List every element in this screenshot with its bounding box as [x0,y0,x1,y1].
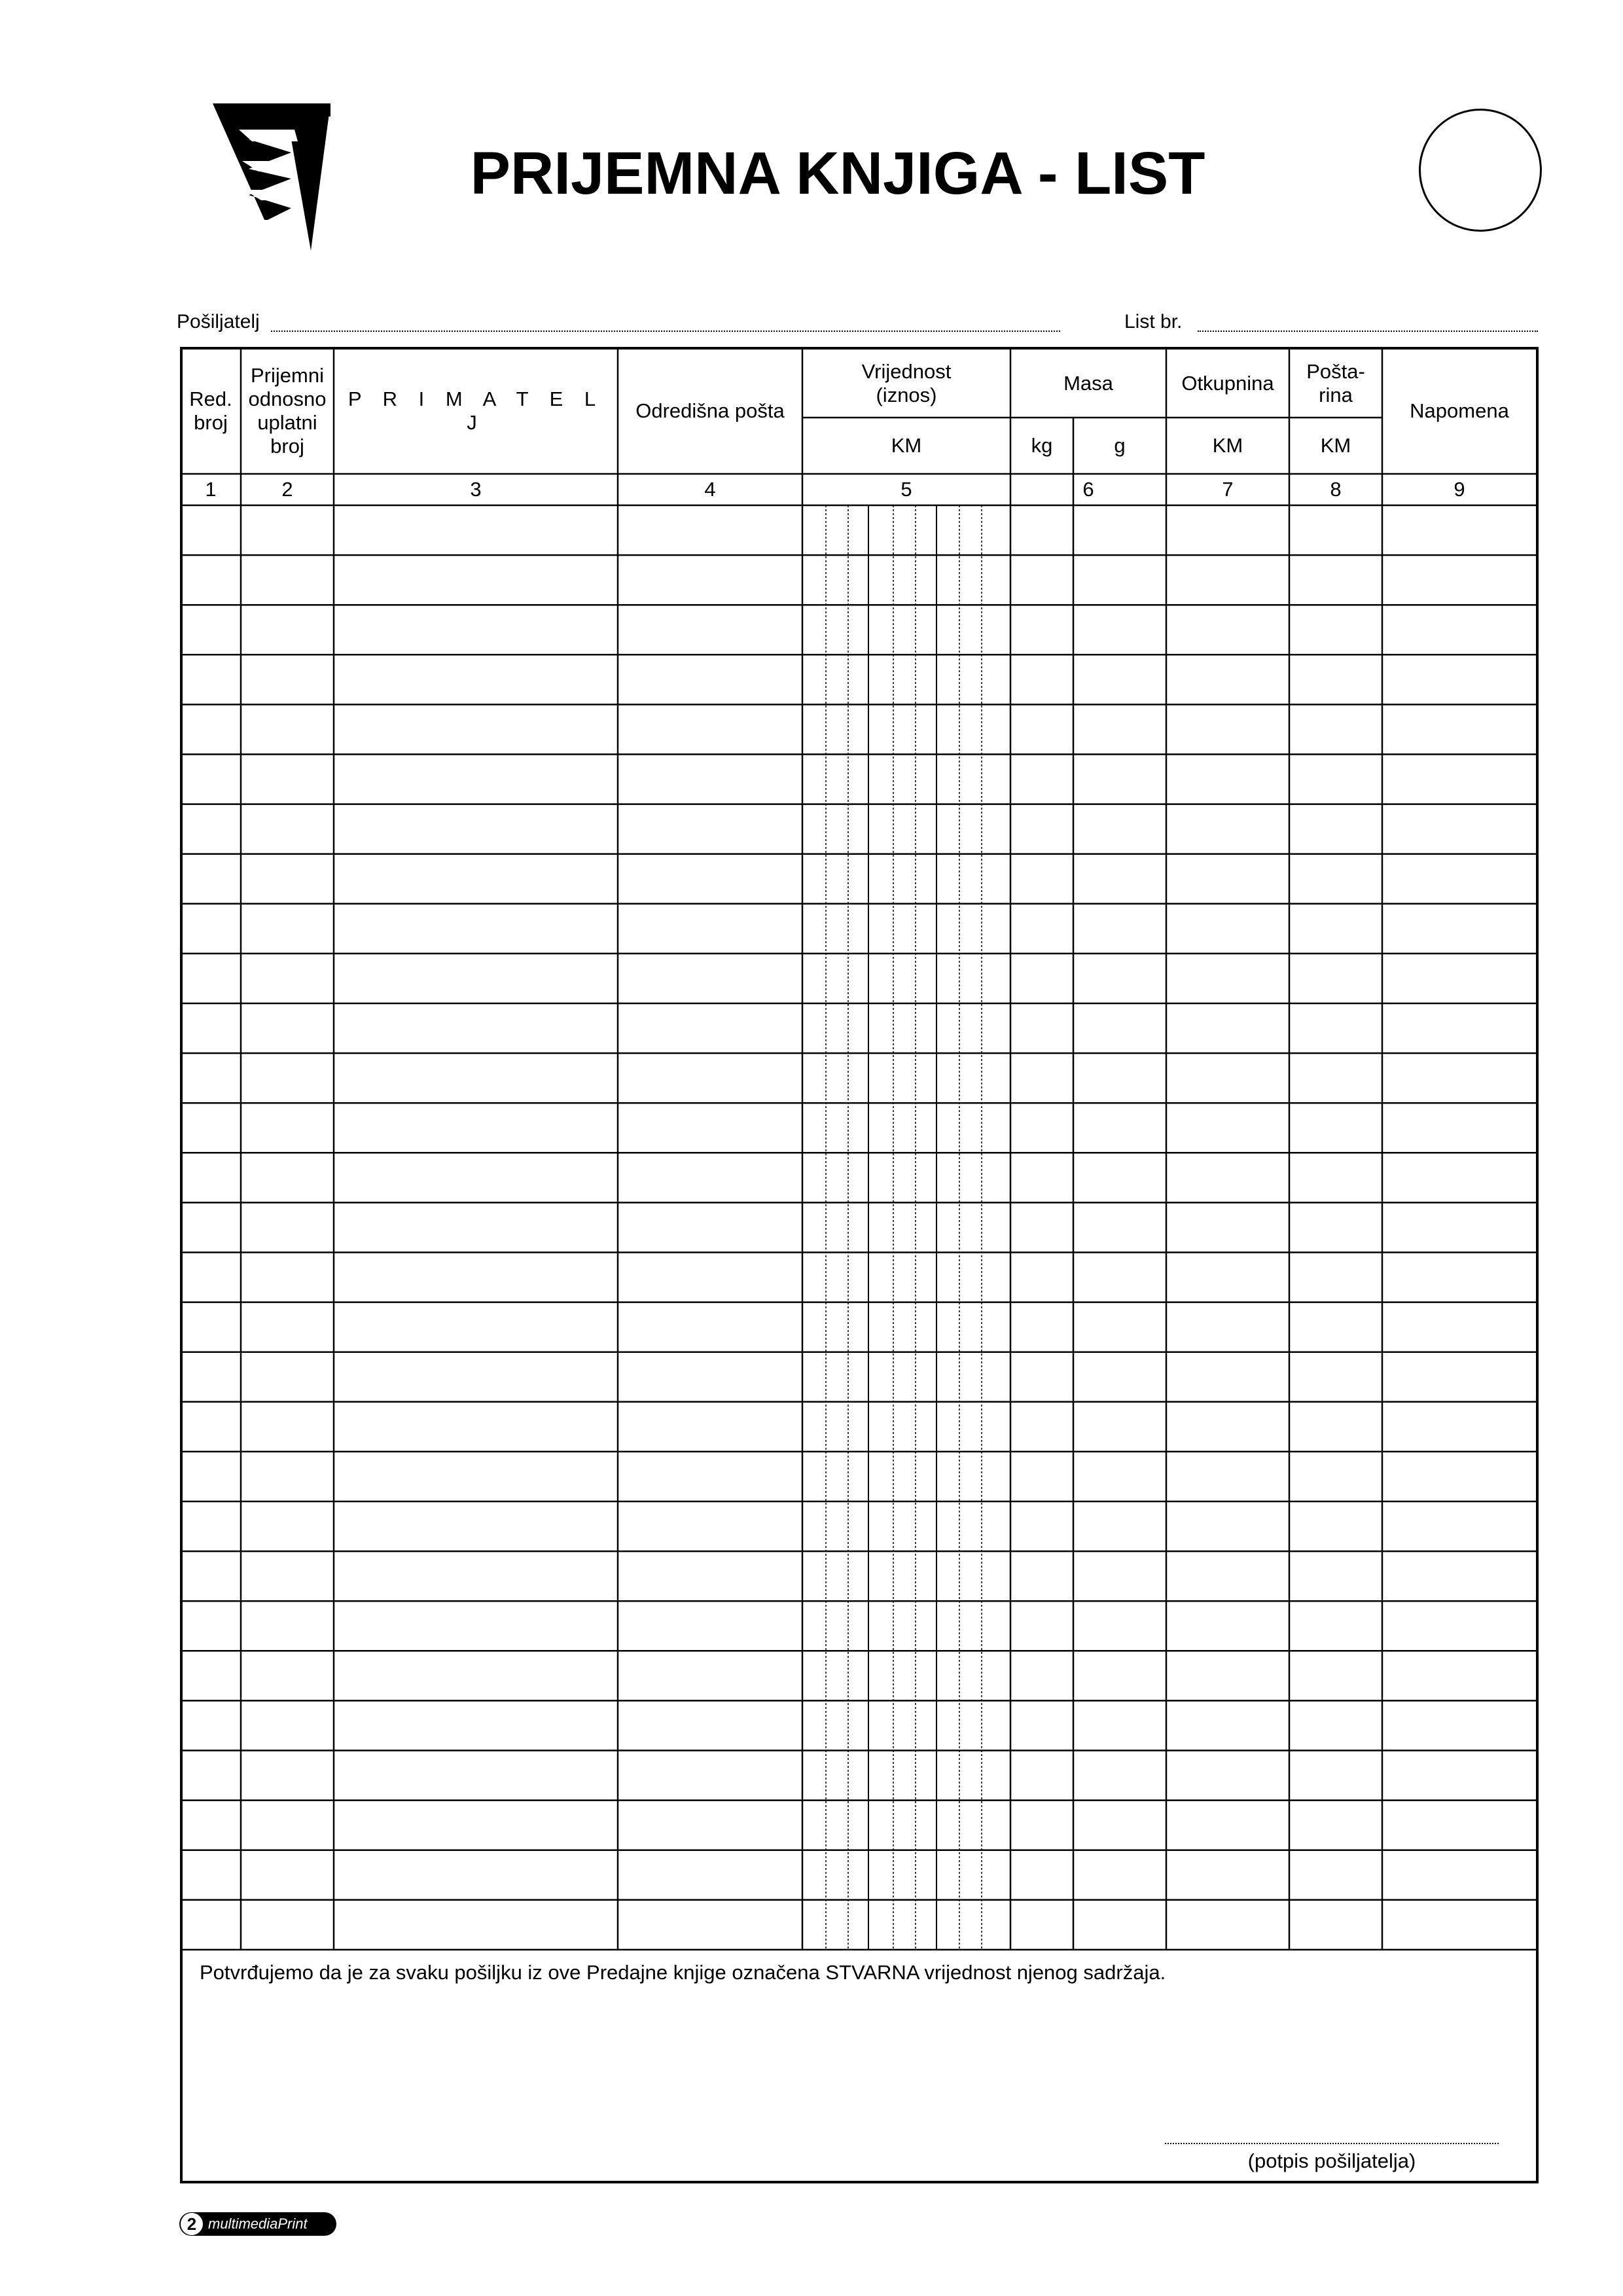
column-number: 7 [1222,478,1234,501]
header-value-unit: KM [891,434,922,457]
column-number: 6 [1082,478,1094,501]
header-receipt-number: Prijemni odnosno uplatni broj [248,364,327,457]
header-remark: Napomena [1410,399,1509,422]
column-number: 8 [1330,478,1342,501]
header-recipient: P R I M A T E L J [348,387,604,434]
header-serial-number: Red. broj [189,387,232,434]
header-cod-unit: KM [1212,434,1243,457]
column-number: 4 [704,478,716,501]
brand-mark: 2 [181,2213,203,2235]
page-title: PRIJEMNA KNJIGA - LIST [470,140,1205,207]
header-destination-post: Odredišna pošta [635,399,785,422]
column-number: 1 [205,478,217,501]
header-postage-unit: KM [1320,434,1351,457]
sheet-number-label: List br. [1124,311,1183,332]
confirmation-text: Potvrđujemo da je za svaku pošiljku iz ove Predajne knjige označena STVARNA vrijednost njenog sadržaja. [200,1961,1166,1984]
column-number: 3 [470,478,482,501]
signature-line[interactable] [1165,2143,1499,2144]
printer-brand-logo [179,2212,336,2236]
header-mass-g: g [1114,434,1126,457]
header-value: Vrijednost (iznos) [861,360,952,406]
header-mass-kg: kg [1031,434,1053,457]
header-mass: Masa [1063,372,1113,395]
column-number: 5 [901,478,912,501]
column-number: 9 [1454,478,1465,501]
column-number: 2 [281,478,293,501]
header-cash-on-delivery: Otkupnina [1181,372,1274,395]
signature-label: (potpis pošiljatelja) [1247,2149,1416,2172]
sender-label: Pošiljatelj [177,311,260,332]
brand-name: multimediaPrint [208,2215,308,2232]
header-postage: Pošta- rina [1306,360,1365,406]
